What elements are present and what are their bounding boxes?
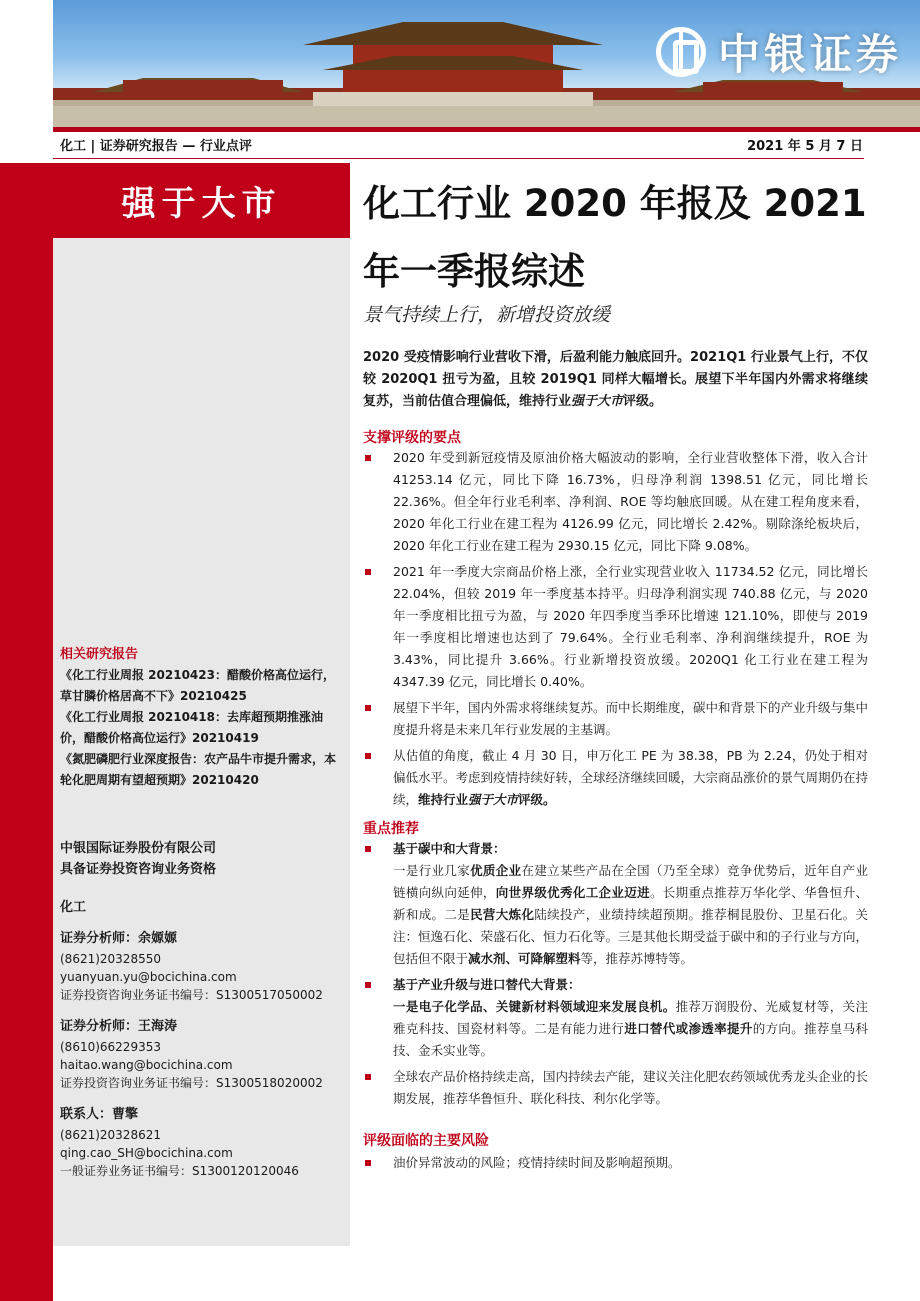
list-item: 从估值的角度，截止 4 月 30 日，申万化工 PE 为 38.38，PB 为 2.24，仍处于相对偏低水平。考虑到疫情持续好转，全球经济继续回暖，大宗商品涨价的景气周期仍在持续，维持行业强于大市评级。 [363,745,868,811]
upgrade-paragraph: 一是电子化学品、关键新材料领域迎来发展良机。推荐万润股份、光威复材等，关注雅克科技、国瓷材料等。二是有能力进行进口替代或渗透率提升的方向。推荐皇马科技、金禾实业等。 [393,999,868,1058]
analyst-card: 证券分析师：余嫄嫄 (8621)20328550 yuanyuan.yu@bocichina.com 证券投资咨询业务证书编号：S1300517050002 [60,928,345,1004]
analyst-email[interactable]: yuanyuan.yu@bocichina.com [60,970,237,984]
header-divider [53,127,920,132]
title-line-1: 化工行业 2020 年报及 2021 [363,182,867,225]
list-item [363,838,868,970]
list-item: 2021 年一季度大宗商品价格上涨，全行业实现营业收入 11734.52 亿元，同比增长 22.04%，但较 2019 年一季度基本持平。归母净利润实现 740.88 亿元，与 2020 年一季度相比扭亏为盈，与 2020 年四季度当季环比增速 121.10%，即使与 2019 年一季度相比增速也达到了 79.64%。全行业毛利率、净利润继续提升，ROE 为 3.43%，同比提升 3.66%。行业新增投资放缓。2020Q1 化工行业在建工程为 4347.39 亿元，同比增长 0.40%。 [363,561,868,693]
left-red-strip [0,163,53,1301]
contact-card: 联系人：曹擎 (8621)20328621 qing.cao_SH@bocichina.com 一般证券业务证书编号：S1300120120046 [60,1104,345,1180]
related-reports-list [60,665,340,791]
upgrade-heading: 基于产业升级与进口替代大背景： [393,977,581,992]
analyst-email[interactable]: haitao.wang@bocichina.com [60,1058,233,1072]
report-date: 2021 年 5 月 7 日 [747,139,863,154]
section-heading-picks: 重点推荐 [363,821,419,837]
title-line-2: 年一季报综述 [363,250,585,293]
report-subtitle: 景气持续上行，新增投资放缓 [363,304,611,326]
related-report-item[interactable]: 《化工行业周报 20210418：去库超预期推涨油价，醋酸价格高位运行》20210419 [60,710,323,745]
bank-logo-icon [656,27,706,77]
rule-line [53,158,864,159]
industry-label: 化工 [60,900,87,915]
report-category: 化工 | 证券研究报告 — 行业点评 [60,139,252,154]
company-info: 中银国际证券股份有限公司 具备证券投资咨询业务资格 [60,841,217,877]
rating-text: 强于大市 [121,184,282,224]
list-item: 油价异常波动的风险；疫情持续时间及影响超预期。 [363,1152,868,1174]
list-item [363,974,868,1062]
related-report-item[interactable]: 《氮肥磷肥行业深度报告：农产品牛市提升需求，本轮化肥周期有望超预期》20210420 [60,752,337,787]
list-item: 全球农产品价格持续走高，国内持续去产能，建议关注化肥农药领域优秀龙头企业的长期发展，推荐华鲁恒升、联化科技、利尔化学等。 [363,1066,868,1110]
brand-name: 中银证券 [717,30,902,79]
section-heading-support: 支撑评级的要点 [363,430,461,446]
related-report-item[interactable]: 《化工行业周报 20210423：醋酸价格高位运行，草甘膦价格居高不下》20210425 [60,668,335,703]
risk-list [363,1152,868,1178]
lead-rating: 强于大市 [571,394,624,409]
header-banner [53,0,920,127]
picks-list [363,838,868,1114]
carbon-paragraph: 一是行业几家优质企业在建立某些产品在全国（乃至全球）竞争优势后，近年自产业链横向纵向延伸，向世界级优秀化工企业迈进。长期重点推荐万华化学、华鲁恒升、新和成。二是民营大炼化陆续投产，业绩持续超预期。推荐桐昆股份、卫星石化。关注：恒逸石化、荣盛石化、恒力石化等。三是其他长期受益于碳中和的子行业与方向，包括但不限于减水剂、可降解塑料等，推荐苏博特等。 [393,863,869,966]
analyst-card: 证券分析师：王海涛 (8610)66229353 haitao.wang@bocichina.com 证券投资咨询业务证书编号：S1300518020002 [60,1016,345,1092]
rating-badge [53,163,350,238]
list-item: 展望下半年，国内外需求将继续复苏。而中长期维度，碳中和背景下的产业升级与集中度提升将是未来几年行业发展的主基调。 [363,697,868,741]
list-item: 2020 年受到新冠疫情及原油价格大幅波动的影响，全行业营收整体下滑，收入合计 41253.14 亿元，同比下降 16.73%，归母净利润 1398.51 亿元，同比增长 22.36%。但全年行业毛利率、净利润、ROE 等均触底回暖。从在建工程角度来看，2020 年化工行业在建工程为 4126.99 亿元，同比增长 2.42%。剔除涤纶板块后，2020 年化工行业在建工程为 2930.15 亿元，同比下降 9.08%。 [363,447,868,557]
section-heading-risk: 评级面临的主要风险 [363,1133,489,1149]
brand-logo [656,22,902,82]
lead-summary: 2020 受疫情影响行业营收下滑，后盈利能力触底回升。2021Q1 行业景气上行，不仅较 2020Q1 扭亏为盈，且较 2019Q1 同样大幅增长。展望下半年国内外需求将继续复苏，当前估值合理偏低，维持行业强于大市评级。 [363,350,868,409]
related-reports-heading: 相关研究报告 [60,647,139,662]
contact-email[interactable]: qing.cao_SH@bocichina.com [60,1146,233,1160]
report-title [363,170,883,306]
carbon-heading: 基于碳中和大背景： [393,841,506,856]
support-list [363,447,868,815]
